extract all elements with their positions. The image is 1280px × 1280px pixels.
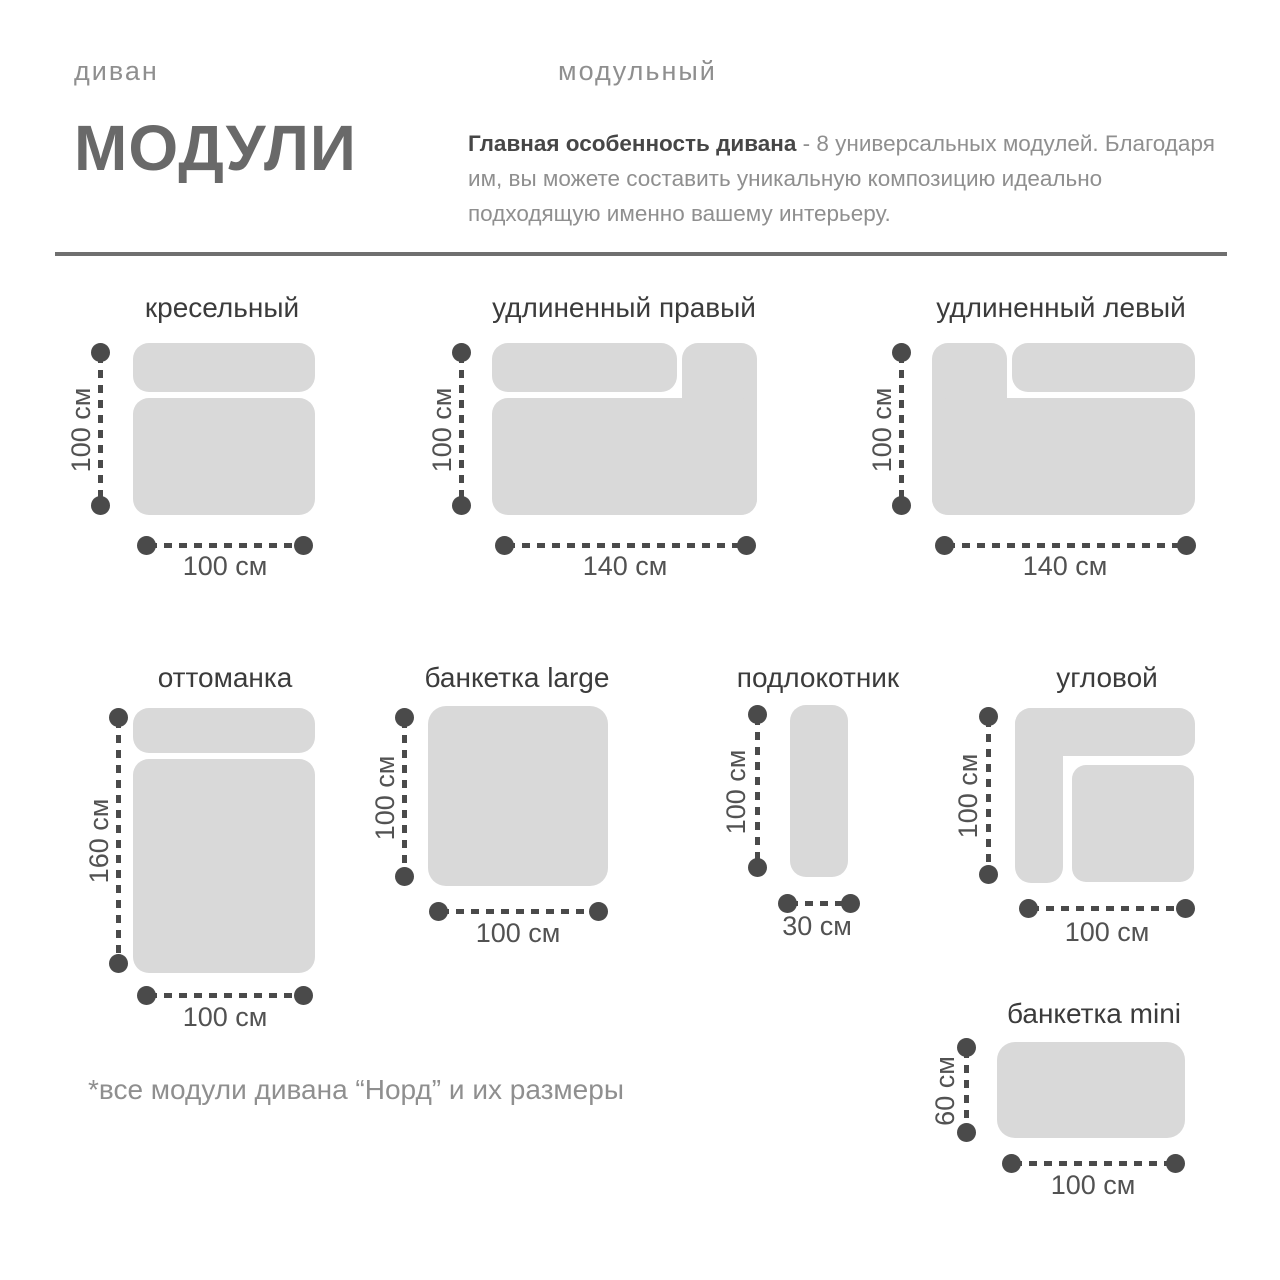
dimension-dot bbox=[737, 536, 756, 555]
seat-shape bbox=[1072, 765, 1194, 882]
backrest-shape bbox=[492, 343, 677, 392]
width-label: 140 см bbox=[1022, 551, 1108, 581]
width-label: 30 см bbox=[782, 911, 852, 941]
dimension-dot bbox=[1176, 899, 1195, 918]
dimension-line bbox=[441, 909, 596, 914]
divider bbox=[55, 252, 1227, 256]
module-title: банкетка large bbox=[424, 662, 610, 693]
dimension-line bbox=[149, 543, 301, 548]
footnote: *все модули дивана “Норд” и их размеры bbox=[88, 1074, 624, 1105]
module-title: банкетка mini bbox=[1006, 998, 1181, 1029]
dimension-line bbox=[790, 901, 848, 906]
height-label: 100 см bbox=[867, 387, 897, 473]
seat-shape bbox=[932, 398, 1195, 515]
module-title: угловой bbox=[1056, 662, 1158, 693]
width-dimension bbox=[1019, 899, 1195, 918]
brand-label: диван bbox=[74, 56, 159, 86]
intro-paragraph bbox=[468, 126, 1240, 231]
width-label: 100 см bbox=[475, 918, 561, 948]
height-label: 100 см bbox=[427, 387, 457, 473]
dimension-line bbox=[507, 543, 744, 548]
height-label: 100 см bbox=[953, 753, 983, 839]
dimension-line bbox=[755, 717, 760, 865]
module-title: оттоманка bbox=[157, 662, 293, 693]
width-label: 100 см bbox=[1050, 1170, 1136, 1200]
backrest-shape bbox=[133, 708, 315, 753]
seat-shape bbox=[492, 398, 757, 515]
dimension-line bbox=[1014, 1161, 1173, 1166]
module-title: кресельный bbox=[144, 292, 300, 323]
dimension-line bbox=[459, 355, 464, 503]
backrest-side-shape bbox=[1015, 708, 1063, 883]
width-label: 100 см bbox=[1064, 917, 1150, 947]
dimension-line bbox=[116, 720, 121, 961]
intro-bold-text: Главная особенность дивана bbox=[468, 131, 797, 156]
seat-shape bbox=[133, 759, 315, 973]
seat-shape bbox=[428, 706, 608, 886]
intro-regular-text: - 8 универсальных модулей. Благодаря им, вы можете составить уникальную композицию идеально подходящую именно вашему интерьеру. bbox=[468, 131, 1215, 226]
height-label: 60 см bbox=[930, 1056, 960, 1126]
dimension-dot bbox=[109, 954, 128, 973]
width-label: 140 см bbox=[582, 551, 668, 581]
dimension-line bbox=[402, 720, 407, 874]
dimension-line bbox=[149, 993, 301, 998]
page-title: МОДУЛИ bbox=[74, 112, 357, 184]
seat-shape bbox=[997, 1042, 1185, 1138]
height-label: 100 см bbox=[370, 755, 400, 841]
dimension-line bbox=[947, 543, 1184, 548]
module-title: удлиненный правый bbox=[492, 292, 756, 323]
height-label: 100 см bbox=[721, 749, 751, 835]
height-label: 160 см bbox=[84, 798, 114, 884]
width-label: 100 см bbox=[182, 1002, 268, 1032]
seat-shape bbox=[133, 398, 315, 515]
width-label: 100 см bbox=[182, 551, 268, 581]
dimension-line bbox=[964, 1050, 969, 1130]
module-title: подлокотник bbox=[736, 662, 900, 693]
backrest-shape bbox=[1012, 343, 1195, 392]
module-title: удлиненный левый bbox=[936, 292, 1186, 323]
type-label: модульный bbox=[558, 56, 717, 86]
dimension-line bbox=[899, 355, 904, 503]
dimension-line bbox=[986, 719, 991, 872]
dimension-line bbox=[1031, 906, 1183, 911]
height-label: 100 см bbox=[66, 387, 96, 473]
dimension-line bbox=[98, 355, 103, 503]
dimension-dot bbox=[1177, 536, 1196, 555]
backrest-shape bbox=[133, 343, 315, 392]
armrest-shape bbox=[790, 705, 848, 877]
